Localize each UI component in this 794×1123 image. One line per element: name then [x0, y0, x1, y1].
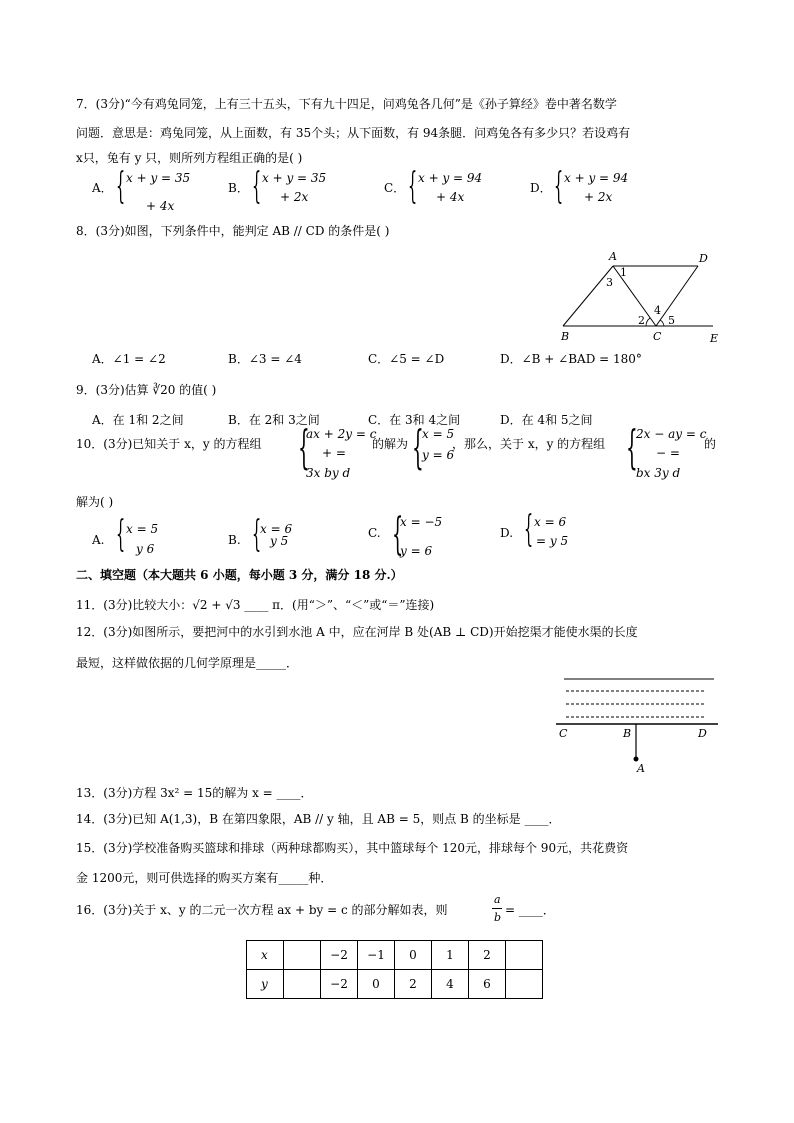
table-cell: 0: [395, 941, 432, 970]
brace-icon: {: [298, 420, 310, 474]
q12-line2: 最短，这样做依据的几何学原理是_____．: [76, 656, 299, 670]
q8-option-b[interactable]: B．∠3 = ∠4: [228, 352, 302, 366]
option-label: D．: [530, 181, 552, 195]
label-c: C: [559, 727, 568, 740]
option-label: A．: [92, 181, 113, 195]
table-cell: 2: [469, 941, 506, 970]
label-d: D: [698, 727, 707, 740]
q16-tail: = ____．: [505, 903, 555, 917]
table-cell: −1: [358, 941, 395, 970]
solution-table: [246, 940, 543, 999]
q12-figure: [556, 674, 722, 774]
table-cell: y: [247, 970, 284, 999]
label-a: A: [637, 762, 645, 775]
table-cell: 0: [358, 970, 395, 999]
q7-line1: 7．(3分)“今有鸡兔同笼，上有三十五头，下有九十四足，问鸡兔各几何”是《孙子算经》卷中著名数学: [76, 97, 617, 111]
table-cell: [506, 970, 543, 999]
label-5: 5: [668, 314, 675, 327]
q15-line2: 金 1200元，则可供选择的购买方案有_____种．: [76, 871, 333, 885]
eq1: x + y = 35: [262, 171, 327, 185]
eq2: y 5: [270, 534, 289, 548]
q10-line2: 解为( ): [76, 495, 114, 509]
eq1: x + y = 94: [564, 171, 629, 185]
eq1: x + y = 94: [418, 171, 483, 185]
table-row: [247, 941, 543, 970]
q10-line1-a: 10．(3分)已知关于 x，y 的方程组: [76, 437, 262, 451]
option-label: A.: [92, 533, 105, 547]
eq1: x = 6: [260, 522, 293, 536]
table-cell: [284, 941, 321, 970]
table-cell: [284, 970, 321, 999]
eq1: x + y = 35: [126, 171, 191, 185]
sys1-eq1: ax + 2y = c: [306, 427, 377, 441]
brace-icon: {: [252, 166, 262, 207]
q9-option-d[interactable]: D．在 4和 5之间: [500, 413, 593, 427]
sys2-eq3: bx 3y d: [636, 466, 681, 480]
eq1: x = 6: [534, 515, 567, 529]
eq1: x = 5: [126, 522, 159, 536]
pool-a: [634, 757, 639, 762]
q9-option-a[interactable]: A．在 1和 2之间: [92, 413, 184, 427]
brace-icon: {: [524, 509, 534, 550]
table-row: [247, 970, 543, 999]
angle5-arc: [660, 320, 664, 326]
q14: 14．(3分)已知 A(1,3)，B 在第四象限，AB // y 轴，且 AB = 5，则点 B 的坐标是 ____．: [76, 812, 561, 826]
eq2: y = 6: [400, 544, 433, 558]
sys1-eq2: + =: [322, 446, 346, 460]
label-1: 1: [620, 266, 627, 279]
brace-icon: {: [408, 166, 418, 207]
sys2-eq1: 2x − ay = c: [636, 427, 707, 441]
q8-figure: [558, 248, 728, 348]
q7-line3: x只，兔有 y 只，则所列方程组正确的是( ): [76, 151, 303, 165]
eq2: = y 5: [536, 534, 569, 548]
q8-line1: 8．(3分)如图，下列条件中，能判定 AB // CD 的条件是( ): [76, 224, 390, 238]
sys1-eq3: 3x by d: [306, 466, 351, 480]
sys2-eq2: − =: [656, 446, 680, 460]
q9-option-b[interactable]: B．在 2和 3之间: [228, 413, 320, 427]
q15-line1: 15．(3分)学校准备购买篮球和排球（两种球都购买），其中篮球每个 120元，排球每个 90元，共花费资: [76, 841, 629, 855]
eq2: + 4x: [436, 190, 465, 204]
q10-line1-d: 的: [704, 437, 717, 451]
brace-icon: {: [252, 514, 262, 555]
eq2: y 6: [136, 542, 155, 556]
option-label: D.: [500, 526, 514, 540]
label-e: E: [710, 332, 719, 345]
label-3: 3: [606, 276, 613, 289]
q8-option-c[interactable]: C．∠5 = ∠D: [368, 352, 445, 366]
brace-icon: {: [392, 509, 404, 560]
brace-icon: {: [116, 166, 126, 207]
eq2: + 2x: [280, 190, 309, 204]
table-cell: 4: [432, 970, 469, 999]
q12-line1: 12．(3分)如图所示，要把河中的水引到水池 A 中，应在河岸 B 处(AB ⊥ CD)开始挖渠才能使水渠的长度: [76, 625, 638, 639]
q16-line1: 16．(3分)关于 x、y 的二元一次方程 ax + by = c 的部分解如表，则: [76, 903, 448, 917]
table-cell: −2: [321, 970, 358, 999]
sol-eq1: x = 5: [422, 427, 455, 441]
label-2: 2: [638, 314, 645, 327]
label-d: D: [699, 252, 708, 265]
q9-option-c[interactable]: C．在 3和 4之间: [368, 413, 461, 427]
frac-bar: [492, 908, 502, 909]
q10-line1-c: ，那么，关于 x，y 的方程组: [452, 437, 606, 451]
brace-icon: {: [116, 514, 126, 555]
frac-numerator: a: [494, 893, 501, 906]
table-cell: 2: [395, 970, 432, 999]
line-dc: [656, 266, 698, 326]
option-label: B．: [228, 181, 249, 195]
eq2: + 4x: [146, 199, 175, 213]
table-cell: 6: [469, 970, 506, 999]
sol-eq2: y = 6: [422, 448, 455, 462]
label-4: 4: [654, 304, 661, 317]
section-heading: 二、填空题（本大题共 6 小题，每小题 3 分，满分 18 分.）: [76, 568, 403, 582]
angle2-arc: [646, 318, 650, 326]
brace-icon: {: [412, 420, 424, 474]
q13: 13．(3分)方程 3x² = 15的解为 x = ____．: [76, 786, 313, 800]
label-b: B: [623, 727, 632, 740]
option-label: C．: [384, 181, 406, 195]
label-c: C: [653, 330, 662, 343]
q8-option-a[interactable]: A．∠1 = ∠2: [92, 352, 166, 366]
brace-icon: {: [554, 166, 564, 207]
brace-icon: {: [626, 420, 638, 474]
table-cell: [506, 941, 543, 970]
table-cell: x: [247, 941, 284, 970]
q7-line2: 问题．意思是：鸡兔同笼，从上面数，有 35个头；从下面数，有 94条腿．问鸡兔各有多少只？若设鸡有: [76, 126, 631, 140]
q11: 11．(3分)比较大小：√2 + √3 ____ π．(用“＞”、“＜”或“＝”连接): [76, 598, 435, 612]
option-label: B.: [228, 533, 241, 547]
q10-line1-b: 的解为: [372, 437, 409, 451]
label-a: A: [609, 250, 617, 263]
line-ab: [563, 266, 613, 326]
table-cell: −2: [321, 941, 358, 970]
eq1: x = −5: [400, 515, 443, 529]
table-cell: 1: [432, 941, 469, 970]
option-label: C.: [368, 526, 381, 540]
q9-line1: 9．(3分)估算 ∛20 的值( ): [76, 383, 217, 397]
frac-denominator: b: [494, 911, 502, 924]
label-b: B: [561, 330, 570, 343]
q8-option-d[interactable]: D．∠B + ∠BAD = 180°: [500, 352, 642, 366]
eq2: + 2x: [584, 190, 613, 204]
